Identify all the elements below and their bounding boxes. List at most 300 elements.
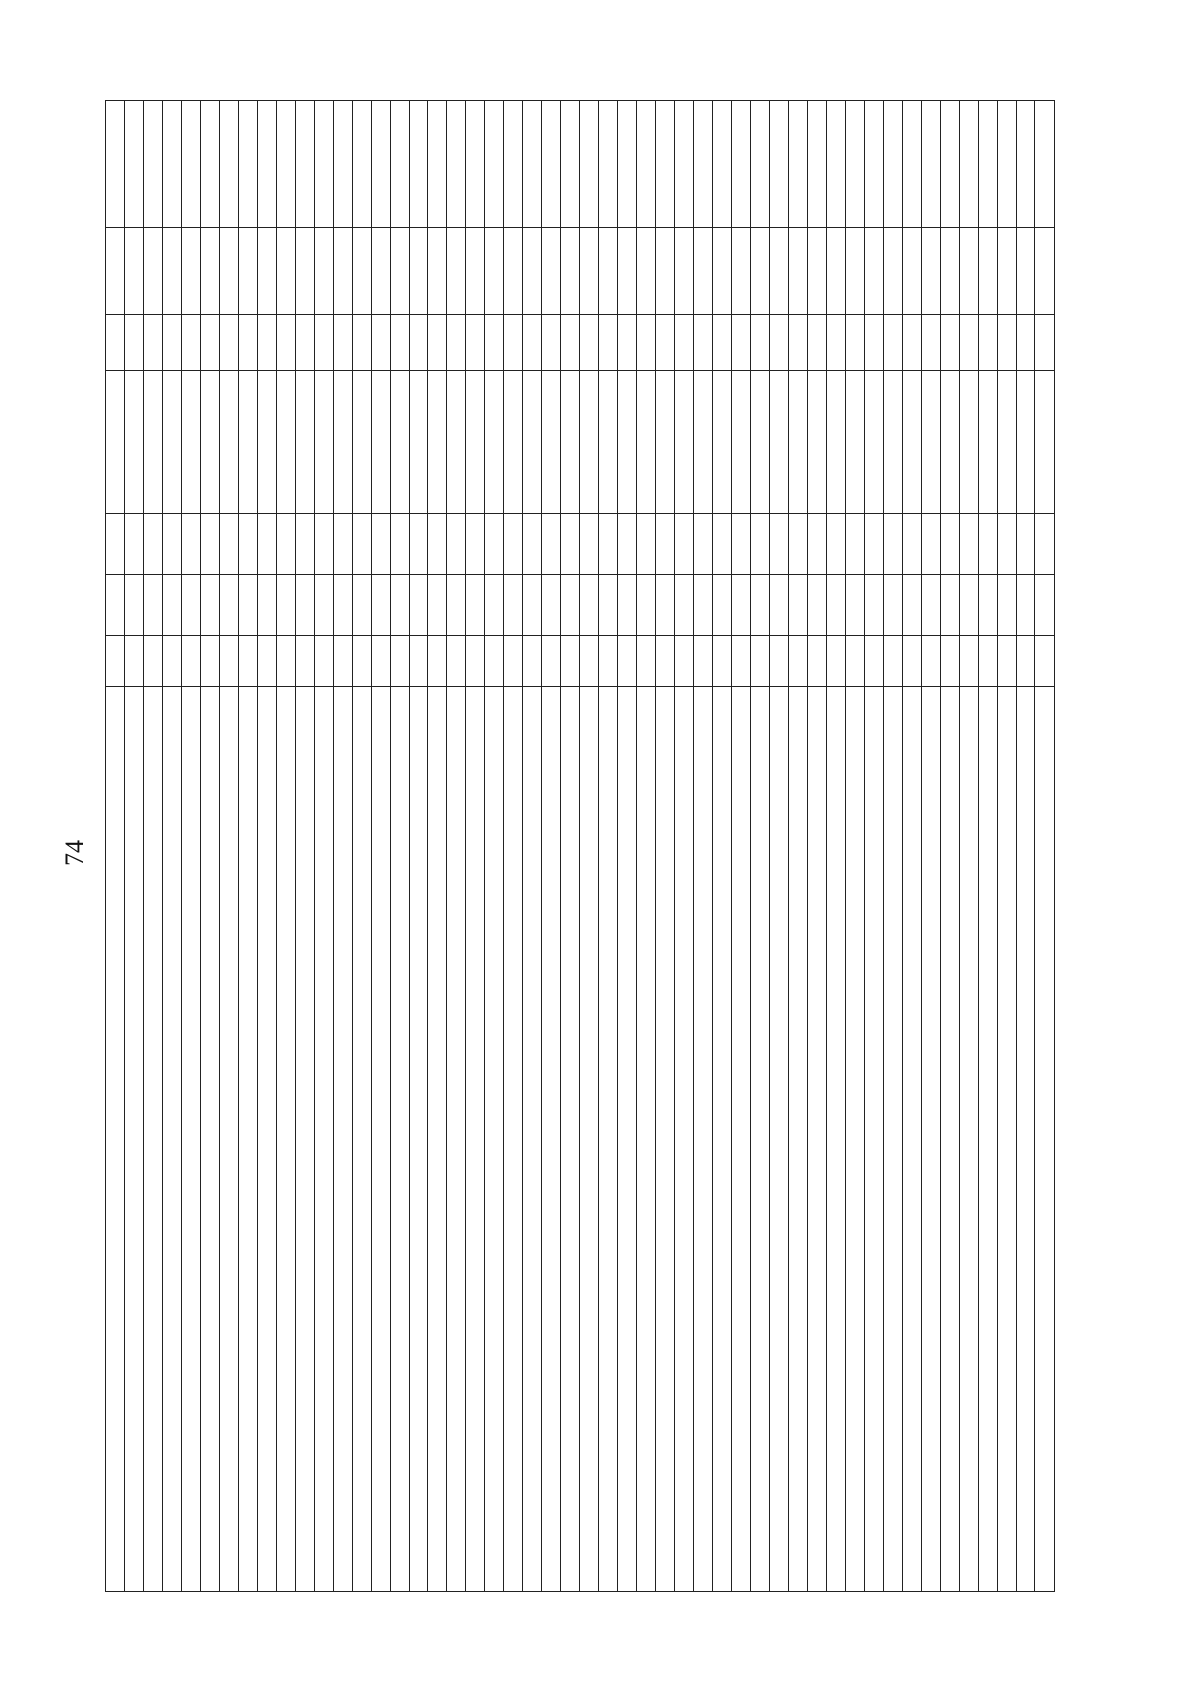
table-cell: [485, 636, 504, 687]
table-row: [352, 101, 371, 1592]
table-cell: [750, 513, 769, 574]
table-cell: [219, 228, 238, 315]
table-cell: [561, 687, 580, 1592]
table-cell: [162, 315, 181, 371]
table-cell: [257, 315, 276, 371]
table-cell: [200, 101, 219, 229]
table-cell: [978, 575, 997, 636]
table-cell: [713, 687, 732, 1592]
table-cell: [750, 228, 769, 315]
table-cell: [200, 371, 219, 514]
table-cell: [295, 101, 314, 229]
table-cell: [333, 636, 352, 687]
table-row: [523, 101, 542, 1592]
table-cell: [713, 228, 732, 315]
table-cell: [845, 636, 864, 687]
table-cell: [181, 513, 200, 574]
table-cell: [523, 636, 542, 687]
table-cell: [769, 575, 788, 636]
table-cell: [618, 513, 637, 574]
table-cell: [409, 315, 428, 371]
table-cell: [902, 371, 921, 514]
table-cell: [143, 371, 162, 514]
table-cell: [504, 228, 523, 315]
table-cell: [238, 687, 257, 1592]
table-cell: [599, 575, 618, 636]
table-cell: [694, 228, 713, 315]
table-cell: [1035, 315, 1055, 371]
table-cell: [826, 228, 845, 315]
table-cell: [750, 575, 769, 636]
table-row: [181, 101, 200, 1592]
table-cell: [542, 575, 561, 636]
table-cell: [769, 636, 788, 687]
table-cell: [750, 687, 769, 1592]
table-cell: [845, 575, 864, 636]
table-cell: [257, 636, 276, 687]
table-cell: [523, 513, 542, 574]
table-cell: [523, 101, 542, 229]
table-cell: [902, 575, 921, 636]
table-cell: [864, 575, 883, 636]
table-cell: [390, 371, 409, 514]
table-cell: [1016, 371, 1035, 514]
table-cell: [959, 315, 978, 371]
table-cell: [580, 513, 599, 574]
table-cell: [333, 101, 352, 229]
table-row: [826, 101, 845, 1592]
table-cell: [618, 228, 637, 315]
table-cell: [371, 575, 390, 636]
table-cell: [599, 636, 618, 687]
table-cell: [181, 315, 200, 371]
table-cell: [238, 228, 257, 315]
table-cell: [580, 575, 599, 636]
table-cell: [257, 228, 276, 315]
table-cell: [921, 513, 940, 574]
table-cell: [143, 101, 162, 229]
table-cell: [276, 315, 295, 371]
table-cell: [902, 687, 921, 1592]
table-cell: [959, 636, 978, 687]
table-cell: [295, 315, 314, 371]
table-cell: [276, 101, 295, 229]
table-cell: [580, 101, 599, 229]
table-cell: [238, 315, 257, 371]
table-cell: [959, 513, 978, 574]
table-cell: [428, 371, 447, 514]
table-cell: [162, 636, 181, 687]
table-cell: [371, 228, 390, 315]
table-cell: [200, 513, 219, 574]
table-cell: [561, 228, 580, 315]
table-cell: [750, 315, 769, 371]
table-cell: [466, 101, 485, 229]
table-cell: [826, 636, 845, 687]
table-row: [845, 101, 864, 1592]
table-cell: [106, 636, 125, 687]
table-cell: [845, 228, 864, 315]
table-cell: [997, 636, 1016, 687]
table-cell: [485, 575, 504, 636]
table-cell: [276, 575, 295, 636]
table-cell: [371, 636, 390, 687]
table-cell: [637, 636, 656, 687]
table-cell: [504, 371, 523, 514]
table-cell: [656, 636, 675, 687]
table-cell: [864, 101, 883, 229]
table-row: [371, 101, 390, 1592]
table-cell: [371, 315, 390, 371]
table-row: [921, 101, 940, 1592]
table-cell: [219, 315, 238, 371]
table-cell: [902, 228, 921, 315]
table-row: [257, 101, 276, 1592]
table-cell: [143, 687, 162, 1592]
table-cell: [352, 228, 371, 315]
table-cell: [238, 371, 257, 514]
table-cell: [864, 513, 883, 574]
table-cell: [447, 636, 466, 687]
table-cell: [599, 513, 618, 574]
table-cell: [219, 101, 238, 229]
table-cell: [295, 687, 314, 1592]
table-cell: [466, 575, 485, 636]
table-cell: [675, 636, 694, 687]
table-cell: [257, 513, 276, 574]
table-cell: [200, 315, 219, 371]
table-cell: [428, 575, 447, 636]
table-cell: [637, 228, 656, 315]
table-cell: [352, 315, 371, 371]
table-cell: [807, 687, 826, 1592]
table-cell: [390, 575, 409, 636]
table-cell: [864, 371, 883, 514]
table-cell: [428, 315, 447, 371]
table-cell: [333, 687, 352, 1592]
table-cell: [219, 513, 238, 574]
table-row: [731, 101, 750, 1592]
table-row: [124, 101, 143, 1592]
table-cell: [523, 315, 542, 371]
table-cell: [921, 575, 940, 636]
table-cell: [731, 636, 750, 687]
table-row: [314, 101, 333, 1592]
table-cell: [390, 315, 409, 371]
table-cell: [124, 575, 143, 636]
table-cell: [826, 513, 845, 574]
table-row: [106, 101, 125, 1592]
table-cell: [675, 101, 694, 229]
table-row: [580, 101, 599, 1592]
table-row: [807, 101, 826, 1592]
table-cell: [162, 513, 181, 574]
table-cell: [618, 371, 637, 514]
table-cell: [978, 228, 997, 315]
table-cell: [561, 315, 580, 371]
table-row: [883, 101, 902, 1592]
table-cell: [371, 101, 390, 229]
table-cell: [409, 371, 428, 514]
table-cell: [694, 575, 713, 636]
table-cell: [769, 101, 788, 229]
table-cell: [523, 687, 542, 1592]
table-cell: [940, 687, 959, 1592]
table-cell: [390, 687, 409, 1592]
table-cell: [731, 228, 750, 315]
table-cell: [845, 687, 864, 1592]
table-cell: [959, 228, 978, 315]
table-cell: [675, 513, 694, 574]
table-cell: [599, 228, 618, 315]
table-cell: [978, 687, 997, 1592]
table-cell: [561, 575, 580, 636]
table-row: [694, 101, 713, 1592]
table-row: [276, 101, 295, 1592]
table-cell: [409, 228, 428, 315]
table-cell: [504, 315, 523, 371]
table-cell: [656, 371, 675, 514]
table-cell: [333, 513, 352, 574]
table-cell: [599, 101, 618, 229]
table-cell: [390, 101, 409, 229]
table-cell: [637, 315, 656, 371]
table-cell: [1035, 636, 1055, 687]
table-cell: [162, 101, 181, 229]
table-cell: [883, 315, 902, 371]
table-cell: [428, 687, 447, 1592]
table-cell: [637, 101, 656, 229]
table-cell: [788, 228, 807, 315]
table-cell: [618, 636, 637, 687]
table-cell: [940, 513, 959, 574]
table-cell: [485, 315, 504, 371]
table-cell: [314, 371, 333, 514]
table-row: [618, 101, 637, 1592]
table-cell: [409, 575, 428, 636]
table-cell: [694, 371, 713, 514]
table-row: [656, 101, 675, 1592]
table-row: [542, 101, 561, 1592]
budget-table: [105, 100, 1055, 1592]
table-cell: [485, 228, 504, 315]
page-number: 74: [60, 840, 89, 866]
table-cell: [788, 101, 807, 229]
table-cell: [902, 315, 921, 371]
table-cell: [124, 228, 143, 315]
table-row: [390, 101, 409, 1592]
table-cell: [675, 687, 694, 1592]
table-row: [959, 101, 978, 1592]
table-cell: [162, 371, 181, 514]
table-cell: [1035, 371, 1055, 514]
table-row: [750, 101, 769, 1592]
table-row: [162, 101, 181, 1592]
table-cell: [978, 101, 997, 229]
table-row: [561, 101, 580, 1592]
table-cell: [769, 687, 788, 1592]
table-cell: [940, 371, 959, 514]
table-cell: [769, 315, 788, 371]
table-cell: [390, 228, 409, 315]
table-cell: [637, 687, 656, 1592]
table-cell: [599, 687, 618, 1592]
table-cell: [1016, 575, 1035, 636]
table-cell: [181, 101, 200, 229]
table-cell: [978, 315, 997, 371]
table-cell: [1016, 513, 1035, 574]
table-cell: [124, 315, 143, 371]
table-cell: [675, 315, 694, 371]
table-cell: [561, 636, 580, 687]
table-cell: [1035, 575, 1055, 636]
table-cell: [788, 513, 807, 574]
table-cell: [656, 513, 675, 574]
table-cell: [1016, 228, 1035, 315]
table-cell: [124, 101, 143, 229]
table-cell: [637, 371, 656, 514]
table-cell: [1016, 687, 1035, 1592]
table-cell: [883, 687, 902, 1592]
table-cell: [428, 101, 447, 229]
table-cell: [447, 575, 466, 636]
table-row: [978, 101, 997, 1592]
table-cell: [807, 636, 826, 687]
table-row: [219, 101, 238, 1592]
table-cell: [769, 228, 788, 315]
table-cell: [276, 371, 295, 514]
table-cell: [466, 228, 485, 315]
table-cell: [257, 575, 276, 636]
table-cell: [295, 513, 314, 574]
table-cell: [276, 636, 295, 687]
table-cell: [656, 687, 675, 1592]
table-cell: [1016, 101, 1035, 229]
table-cell: [921, 101, 940, 229]
table-cell: [561, 101, 580, 229]
table-cell: [314, 687, 333, 1592]
table-cell: [124, 636, 143, 687]
table-cell: [314, 513, 333, 574]
table-cell: [694, 513, 713, 574]
table-cell: [997, 575, 1016, 636]
table-cell: [485, 513, 504, 574]
table-cell: [902, 101, 921, 229]
table-cell: [864, 636, 883, 687]
table-cell: [940, 636, 959, 687]
table-cell: [826, 101, 845, 229]
table-cell: [997, 687, 1016, 1592]
table-row: [447, 101, 466, 1592]
table-cell: [731, 315, 750, 371]
table-cell: [769, 371, 788, 514]
table-cell: [409, 687, 428, 1592]
table-cell: [181, 636, 200, 687]
table-cell: [276, 687, 295, 1592]
table-cell: [181, 371, 200, 514]
table-cell: [106, 687, 125, 1592]
table-cell: [580, 371, 599, 514]
table-cell: [447, 513, 466, 574]
table-cell: [864, 315, 883, 371]
table-cell: [200, 636, 219, 687]
table-cell: [447, 687, 466, 1592]
table-cell: [902, 513, 921, 574]
table-cell: [124, 687, 143, 1592]
table-cell: [978, 371, 997, 514]
table-cell: [428, 513, 447, 574]
table-cell: [618, 315, 637, 371]
table-cell: [485, 687, 504, 1592]
table-cell: [580, 636, 599, 687]
table-cell: [238, 513, 257, 574]
table-cell: [618, 575, 637, 636]
table-cell: [959, 575, 978, 636]
table-cell: [864, 228, 883, 315]
table-cell: [826, 575, 845, 636]
table-cell: [864, 687, 883, 1592]
table-cell: [694, 687, 713, 1592]
table-cell: [1035, 513, 1055, 574]
table-cell: [959, 101, 978, 229]
table-cell: [561, 371, 580, 514]
table-cell: [257, 371, 276, 514]
table-cell: [731, 371, 750, 514]
table-row: [333, 101, 352, 1592]
table-row: [713, 101, 732, 1592]
table-cell: [656, 575, 675, 636]
table-cell: [997, 371, 1016, 514]
table-cell: [352, 371, 371, 514]
table-row: [675, 101, 694, 1592]
table-cell: [352, 575, 371, 636]
table-cell: [807, 513, 826, 574]
table-cell: [750, 636, 769, 687]
table-cell: [542, 513, 561, 574]
table-cell: [902, 636, 921, 687]
table-cell: [997, 228, 1016, 315]
table-cell: [409, 636, 428, 687]
table-row: [295, 101, 314, 1592]
table-cell: [921, 315, 940, 371]
table-cell: [921, 228, 940, 315]
table-cell: [333, 228, 352, 315]
table-cell: [788, 371, 807, 514]
table-row: [902, 101, 921, 1592]
table-cell: [181, 228, 200, 315]
table-cell: [106, 371, 125, 514]
table-cell: [295, 228, 314, 315]
table-cell: [731, 101, 750, 229]
table-cell: [618, 687, 637, 1592]
table-cell: [314, 575, 333, 636]
table-cell: [637, 575, 656, 636]
table-row: [238, 101, 257, 1592]
table-cell: [694, 101, 713, 229]
table-cell: [162, 575, 181, 636]
table-cell: [807, 371, 826, 514]
table-cell: [997, 513, 1016, 574]
table-cell: [1035, 687, 1055, 1592]
table-cell: [219, 575, 238, 636]
table-cell: [542, 315, 561, 371]
table-cell: [295, 371, 314, 514]
table-cell: [181, 575, 200, 636]
table-cell: [845, 513, 864, 574]
table-cell: [750, 101, 769, 229]
table-cell: [542, 228, 561, 315]
table-cell: [675, 228, 694, 315]
